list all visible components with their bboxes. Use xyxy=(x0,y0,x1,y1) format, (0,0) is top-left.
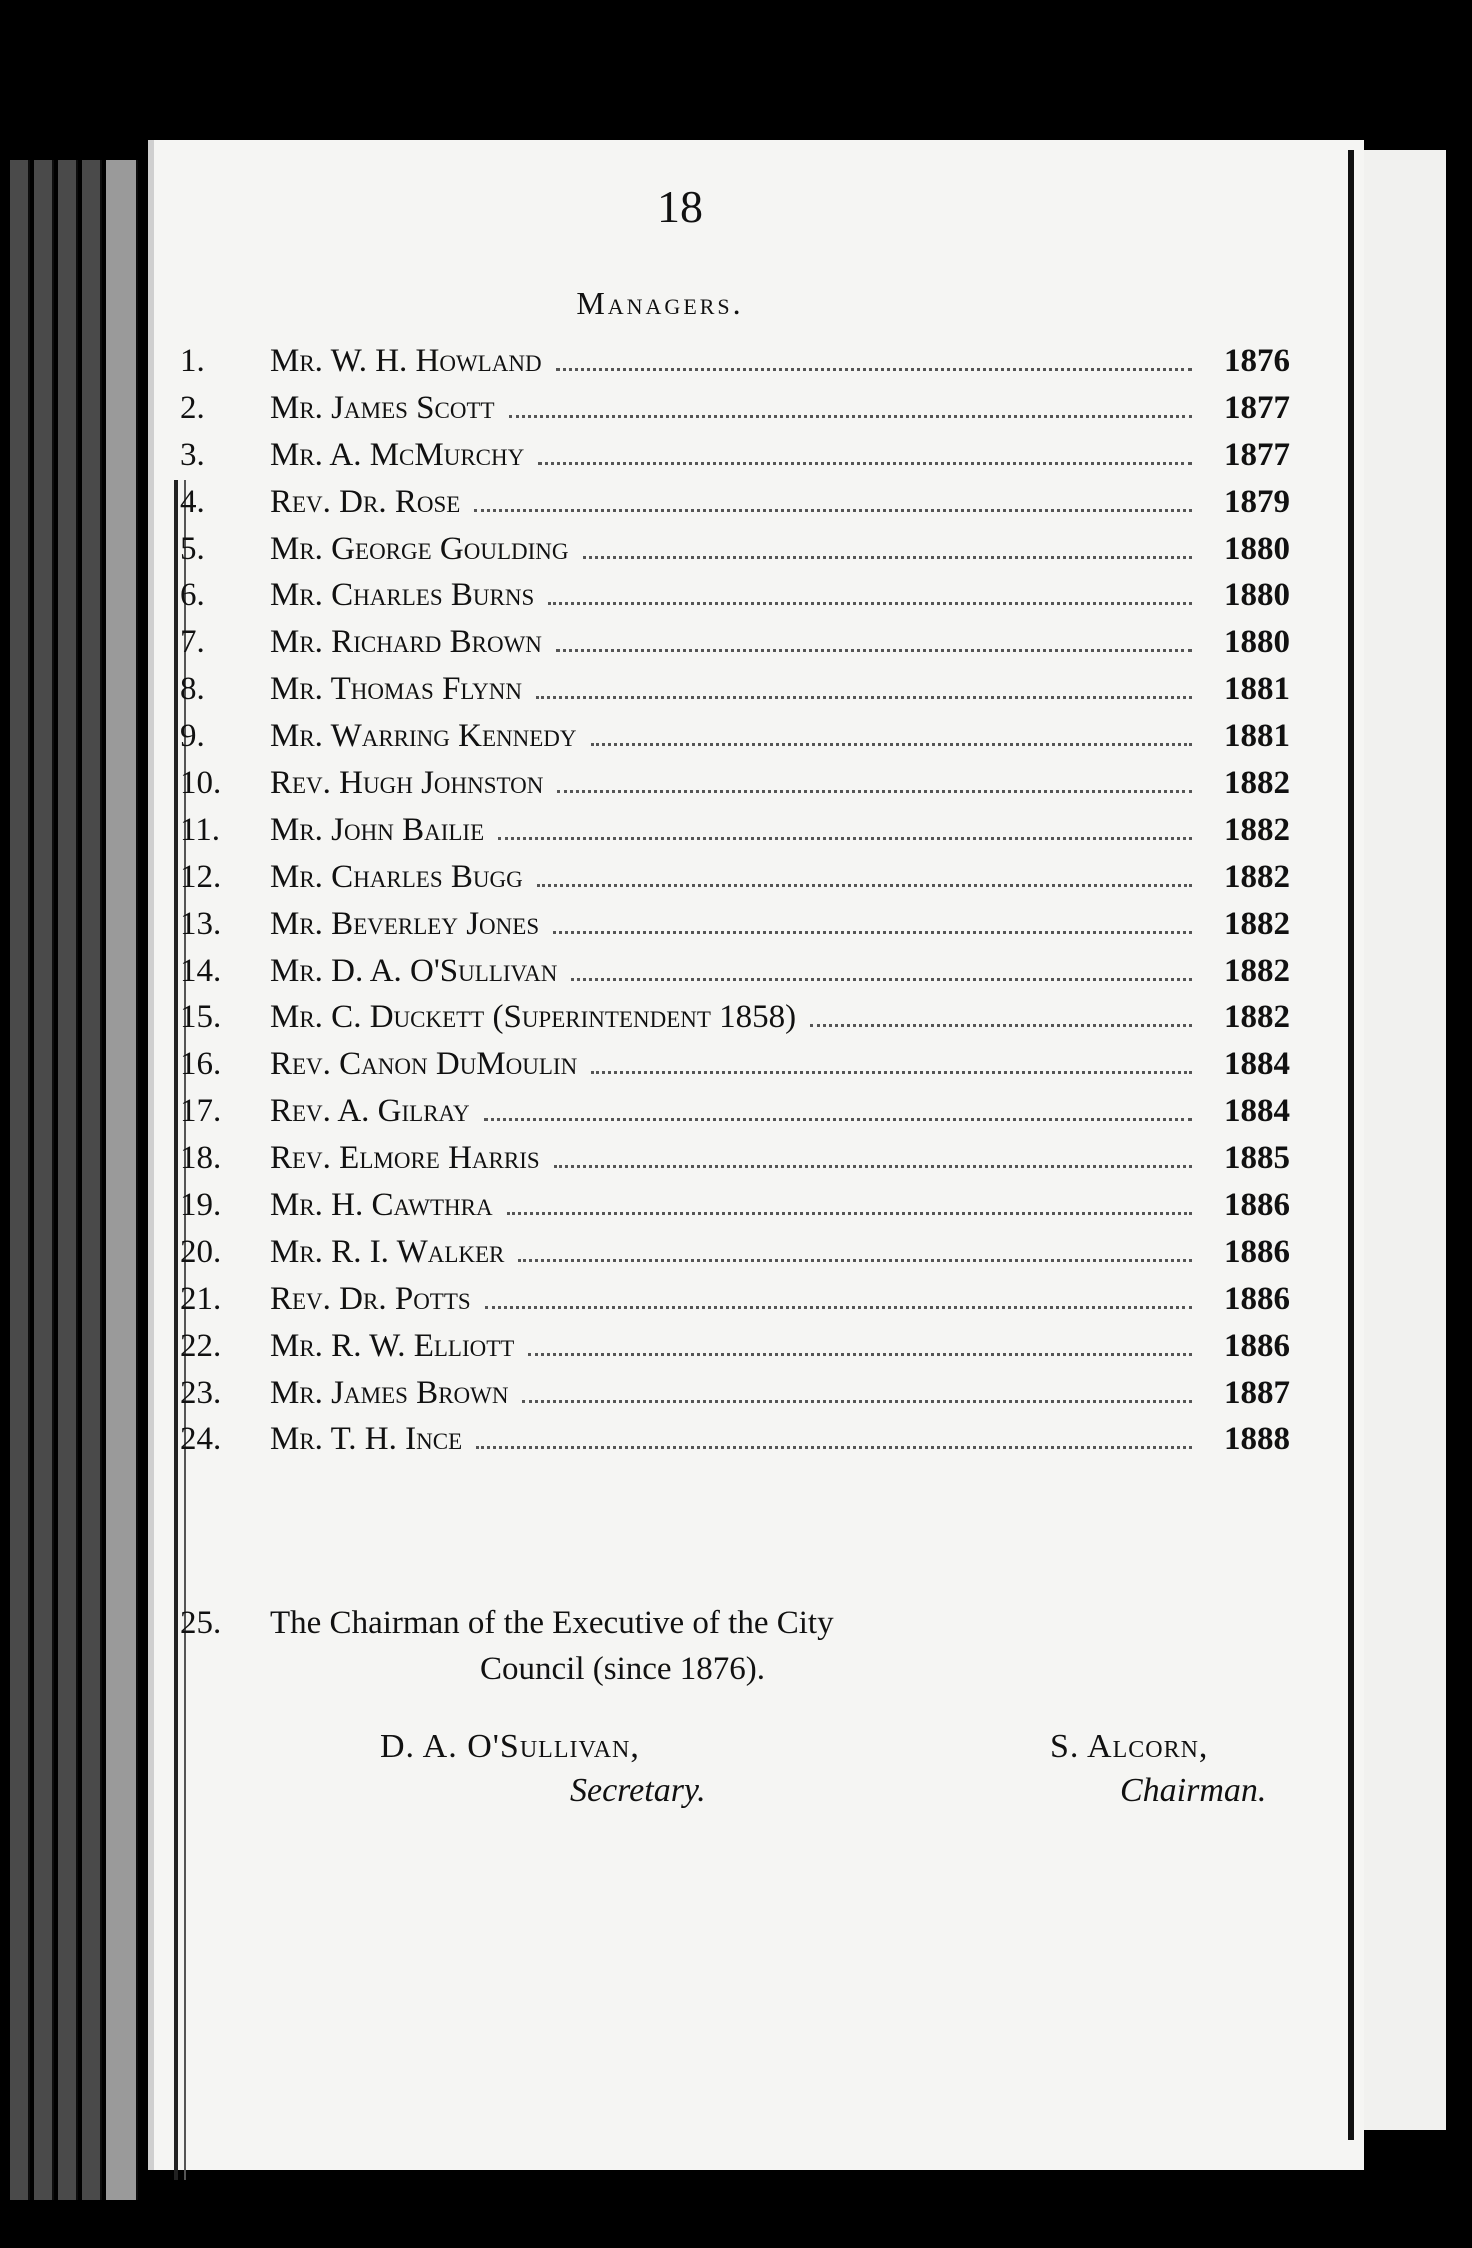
manager-number: 24. xyxy=(180,1421,222,1458)
manager-name: Mr. R. I. Walker xyxy=(270,1233,505,1270)
manager-name: Mr. Richard Brown xyxy=(270,624,542,661)
dot-leader xyxy=(509,415,1192,418)
manager-number: 20. xyxy=(180,1233,222,1270)
manager-number: 13. xyxy=(180,905,222,942)
manager-year: 1877 xyxy=(1224,436,1290,473)
manager-number: 21. xyxy=(180,1280,222,1317)
manager-name: Mr. John Bailie xyxy=(270,811,485,848)
manager-year: 1886 xyxy=(1224,1327,1290,1364)
manager-row xyxy=(180,432,1290,479)
manager-row xyxy=(180,338,1290,385)
manager-year: 1876 xyxy=(1224,343,1290,379)
manager-year: 1882 xyxy=(1224,765,1290,802)
manager-number: 12. xyxy=(180,858,222,895)
dot-leader xyxy=(554,1165,1192,1168)
manager-row xyxy=(180,1135,1290,1182)
manager-row xyxy=(180,526,1290,573)
final-entry-line-1: The Chairman of the Executive of the City xyxy=(270,1605,834,1641)
manager-number: 17. xyxy=(180,1093,222,1130)
secretary-signature xyxy=(380,1728,880,1810)
manager-row xyxy=(180,994,1290,1041)
manager-year: 1882 xyxy=(1224,952,1290,989)
manager-row xyxy=(180,1323,1290,1370)
manager-row xyxy=(180,854,1290,901)
manager-row xyxy=(180,901,1290,948)
dot-leader xyxy=(474,509,1192,512)
manager-row xyxy=(180,666,1290,713)
facing-page-edge xyxy=(1352,150,1446,2130)
manager-year: 1881 xyxy=(1224,718,1290,755)
manager-name: Rev. Elmore Harris xyxy=(270,1140,540,1177)
secretary-name: D. A. O'Sullivan, xyxy=(380,1728,640,1765)
manager-year: 1882 xyxy=(1224,858,1290,895)
manager-number: 14. xyxy=(180,952,222,989)
dot-leader xyxy=(810,1024,1192,1027)
book-binding-edges xyxy=(0,160,150,2200)
manager-name: Rev. Dr. Potts xyxy=(270,1280,471,1317)
manager-row xyxy=(180,479,1290,526)
manager-number: 4. xyxy=(180,483,205,520)
dot-leader xyxy=(557,790,1192,793)
dot-leader xyxy=(536,696,1192,699)
dot-leader xyxy=(507,1212,1192,1215)
manager-name: Mr. Warring Kennedy xyxy=(270,718,577,755)
manager-number: 1. xyxy=(180,343,205,379)
manager-name: Mr. H. Cawthra xyxy=(270,1187,493,1224)
manager-row xyxy=(180,760,1290,807)
dot-leader xyxy=(591,743,1192,746)
manager-name: Mr. Charles Bugg xyxy=(270,858,523,895)
manager-year: 1882 xyxy=(1224,811,1290,848)
chairman-name: S. Alcorn, xyxy=(1050,1728,1209,1765)
manager-number: 2. xyxy=(180,389,205,426)
section-title: Managers. xyxy=(576,285,744,321)
manager-row xyxy=(180,619,1290,666)
dot-leader xyxy=(556,368,1192,371)
final-entry-line-2: Council (since 1876). xyxy=(480,1651,766,1687)
manager-year: 1884 xyxy=(1224,1093,1290,1130)
manager-row xyxy=(180,1182,1290,1229)
dot-leader xyxy=(518,1259,1192,1262)
manager-number: 10. xyxy=(180,765,222,802)
manager-year: 1886 xyxy=(1224,1187,1290,1224)
manager-name: Mr. D. A. O'Sullivan xyxy=(270,952,558,989)
chairman-role: Chairman. xyxy=(1120,1772,1267,1809)
manager-name: Mr. T. H. Ince xyxy=(270,1421,463,1458)
manager-year: 1880 xyxy=(1224,624,1290,661)
dot-leader xyxy=(556,649,1192,652)
manager-number: 16. xyxy=(180,1046,222,1083)
manager-year: 1882 xyxy=(1224,905,1290,942)
manager-number: 5. xyxy=(180,530,205,567)
manager-name: Rev. Hugh Johnston xyxy=(270,765,544,802)
manager-year: 1886 xyxy=(1224,1233,1290,1270)
dot-leader xyxy=(522,1400,1192,1403)
manager-number: 22. xyxy=(180,1327,222,1364)
dot-leader xyxy=(548,602,1192,605)
manager-name: Mr. James Brown xyxy=(270,1374,509,1411)
manager-row xyxy=(180,713,1290,760)
manager-number: 23. xyxy=(180,1374,222,1411)
manager-row xyxy=(180,807,1290,854)
manager-year: 1880 xyxy=(1224,577,1290,614)
manager-number: 6. xyxy=(180,577,205,614)
manager-year: 1886 xyxy=(1224,1280,1290,1317)
manager-row xyxy=(180,948,1290,995)
dot-leader xyxy=(476,1446,1192,1449)
manager-name: Mr. James Scott xyxy=(270,389,495,426)
manager-row xyxy=(180,1276,1290,1323)
manager-number: 15. xyxy=(180,999,222,1036)
dot-leader xyxy=(484,1118,1192,1121)
manager-number: 9. xyxy=(180,718,205,755)
page-number: 18 xyxy=(657,181,703,232)
manager-row xyxy=(180,1088,1290,1135)
manager-year: 1887 xyxy=(1224,1374,1290,1411)
manager-year: 1880 xyxy=(1224,530,1290,567)
dot-leader xyxy=(591,1071,1192,1074)
dot-leader xyxy=(485,1306,1192,1309)
dot-leader xyxy=(583,556,1192,559)
final-entry xyxy=(180,1600,1290,1692)
dot-leader xyxy=(571,978,1192,981)
manager-row xyxy=(180,572,1290,619)
manager-year: 1888 xyxy=(1224,1421,1290,1458)
manager-year: 1879 xyxy=(1224,483,1290,520)
manager-year: 1877 xyxy=(1224,389,1290,426)
manager-number: 19. xyxy=(180,1187,222,1224)
manager-row xyxy=(180,1229,1290,1276)
manager-name: Mr. A. McMurchy xyxy=(270,436,525,473)
manager-name: Rev. Canon DuMoulin xyxy=(270,1046,578,1083)
manager-year: 1885 xyxy=(1224,1140,1290,1177)
manager-number: 8. xyxy=(180,671,205,708)
secretary-role: Secretary. xyxy=(570,1772,706,1809)
manager-year: 1882 xyxy=(1224,999,1290,1036)
dot-leader xyxy=(528,1353,1192,1356)
page-margin-rule xyxy=(174,480,178,2180)
manager-name: Mr. Beverley Jones xyxy=(270,905,540,942)
manager-year: 1881 xyxy=(1224,671,1290,708)
manager-year: 1884 xyxy=(1224,1046,1290,1083)
dot-leader xyxy=(553,931,1192,934)
manager-name: Mr. Charles Burns xyxy=(270,577,535,614)
dot-leader xyxy=(537,884,1192,887)
gutter-rule xyxy=(1348,150,1354,2140)
manager-name: Mr. W. H. Howland xyxy=(270,343,542,379)
manager-number: 11. xyxy=(180,811,221,848)
manager-number: 18. xyxy=(180,1140,222,1177)
managers-list xyxy=(180,338,1290,1463)
manager-name: Rev. Dr. Rose xyxy=(270,483,461,520)
dot-leader xyxy=(498,837,1192,840)
manager-name: Rev. A. Gilray xyxy=(270,1093,470,1130)
manager-row xyxy=(180,1416,1290,1463)
manager-name: Mr. R. W. Elliott xyxy=(270,1327,515,1364)
chairman-signature xyxy=(1050,1728,1350,1810)
manager-row xyxy=(180,1041,1290,1088)
manager-number: 7. xyxy=(180,624,205,661)
dot-leader xyxy=(538,462,1192,465)
manager-row xyxy=(180,385,1290,432)
manager-name: Mr. George Goulding xyxy=(270,530,569,567)
manager-name: Mr. Thomas Flynn xyxy=(270,671,522,708)
manager-row xyxy=(180,1370,1290,1417)
manager-number: 3. xyxy=(180,436,205,473)
final-entry-number: 25. xyxy=(180,1605,222,1641)
manager-name: Mr. C. Duckett (Superintendent 1858) xyxy=(270,999,797,1036)
